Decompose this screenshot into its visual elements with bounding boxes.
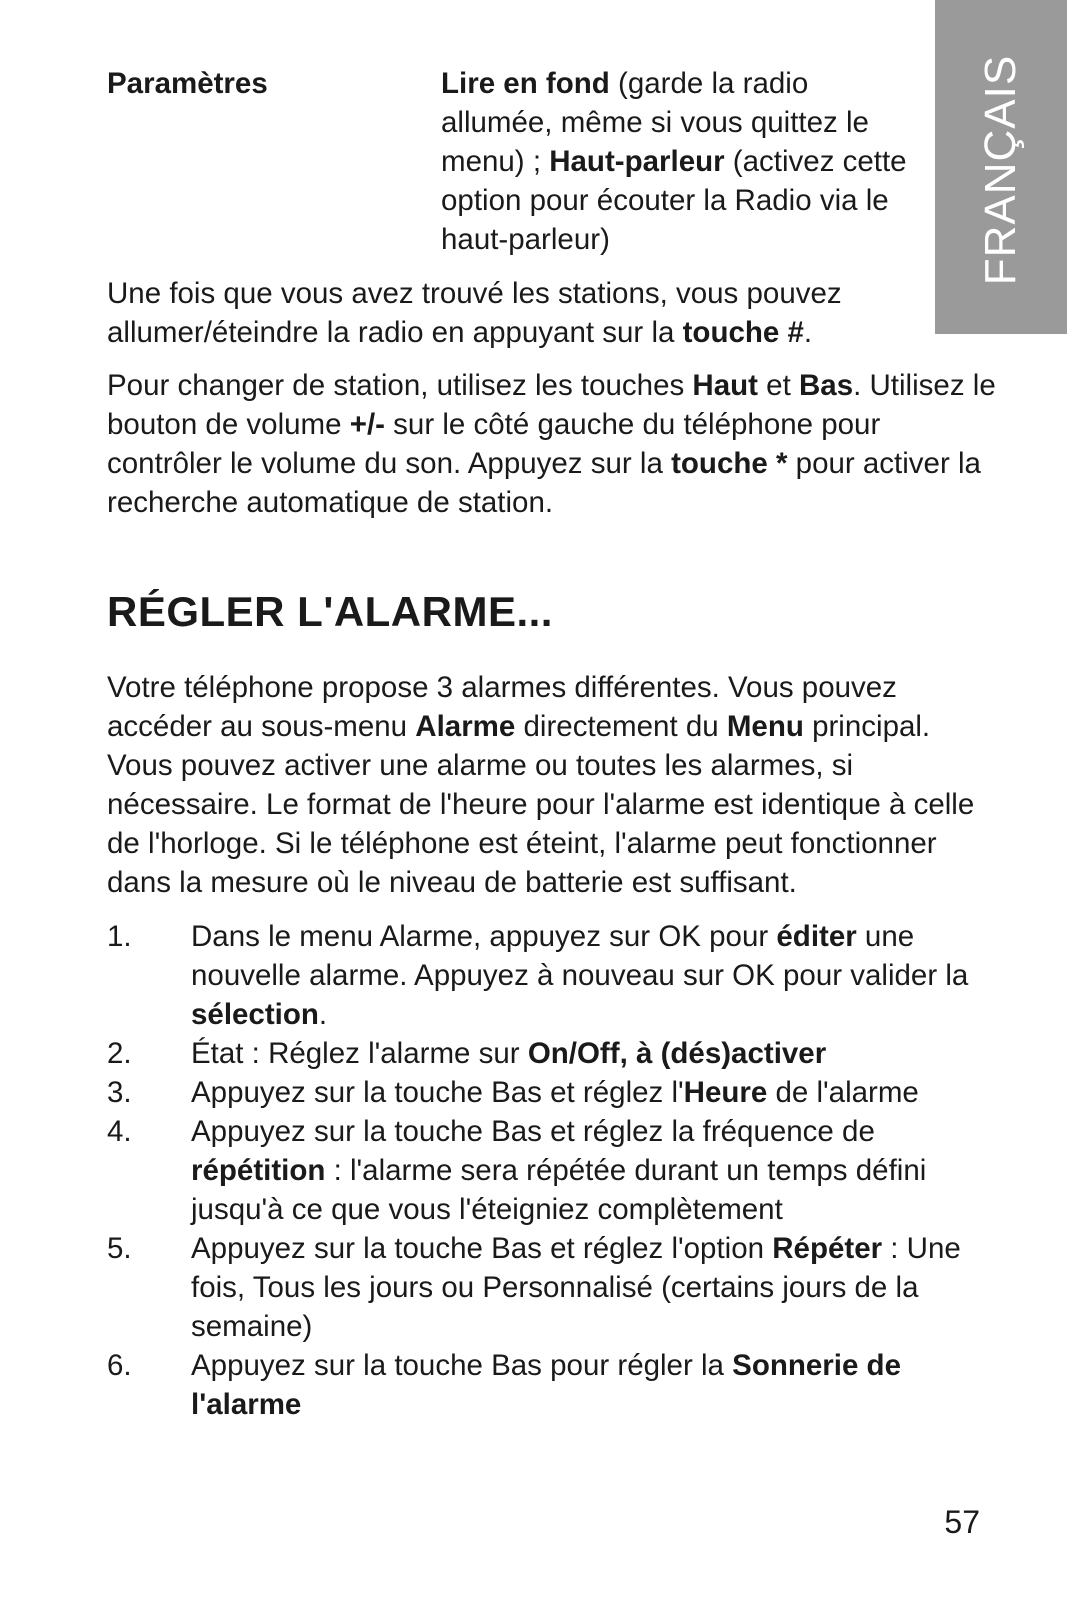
down-key-label: Bas: [798, 369, 854, 402]
step-number: 2.: [107, 1037, 132, 1070]
station-change-paragraph: [107, 366, 1002, 522]
parameters-row: [107, 64, 917, 259]
para1-text-1: Une fois que vous avez trouvé les stations, vous pouvez allumer/éteindre la radio en appuyant sur la: [107, 277, 842, 349]
parameters-label: Paramètres: [107, 67, 268, 100]
para3-text-3: principal. Vous pouvez activer une alarme ou toutes les alarmes, si nécessaire. Le format de l'heure pour l'alarme est identique à celle de l'horloge. Si le téléphone est éteint, l'alarme peut fonctionner dans la mesure où le niveau de batterie est suffisant.: [107, 710, 975, 899]
step-text-part: Appuyez sur la touche Bas et réglez l': [191, 1076, 684, 1109]
parameters-description: [441, 64, 917, 259]
page-number: 57: [944, 1504, 980, 1540]
option-read-background: Lire en fond: [441, 67, 610, 100]
list-item: [107, 1112, 1002, 1229]
list-item: [107, 1229, 1002, 1346]
up-key-label: Haut: [692, 369, 758, 402]
step-text: [191, 917, 1002, 1034]
step-bold-part: répétition: [191, 1154, 326, 1187]
step-text-part: : l'alarme sera répétée durant un temps défini jusqu'à ce que vous l'éteigniez complètement: [191, 1154, 927, 1226]
alarm-menu-label: Alarme: [415, 710, 516, 743]
step-text-part: : Une fois, Tous les jours ou Personnalisé (certains jours de la semaine): [191, 1232, 961, 1343]
parameters-text-2: (activez cette option pour écouter la Radio via le haut-parleur): [441, 145, 907, 256]
step-number: 4.: [107, 1115, 132, 1148]
step-text-part: .: [318, 998, 328, 1031]
list-item: [107, 1073, 1002, 1112]
step-text: [191, 1229, 1002, 1346]
list-item: [107, 1346, 1002, 1424]
step-text: [191, 1073, 1002, 1112]
step-bold-part: On/Off, à (dés)activer: [527, 1037, 827, 1070]
option-speaker: Haut-parleur: [549, 145, 725, 178]
step-bold-part: sélection: [191, 998, 319, 1031]
step-number: 3.: [107, 1076, 132, 1109]
para2-text-5: pour activer la recherche automatique de station.: [107, 447, 981, 519]
para2-text-4: sur le côté gauche du téléphone pour contrôler le volume du son. Appuyez sur la: [107, 408, 881, 480]
section-heading: RÉGLER L'ALARME...: [107, 588, 553, 635]
hash-key-label: touche #: [682, 316, 804, 349]
para3-text-2: directement du: [515, 710, 727, 743]
step-text-part: Appuyez sur la touche Bas et réglez la fréquence de: [191, 1115, 875, 1148]
list-item: [107, 1034, 1002, 1073]
step-text: [191, 1346, 1002, 1424]
language-tab-label: FRANÇAIS: [976, 54, 1025, 286]
step-text-part: Appuyez sur la touche Bas et réglez l'option: [191, 1232, 773, 1265]
para1-text-2: .: [803, 316, 813, 349]
step-bold-part: Sonnerie de l'alarme: [191, 1349, 901, 1421]
step-bold-part: éditer: [776, 920, 857, 953]
step-text: [191, 1112, 1002, 1229]
step-text-part: de l'alarme: [767, 1076, 919, 1109]
step-bold-part: Heure: [683, 1076, 768, 1109]
alarm-steps-list: [107, 917, 1002, 1424]
parameters-text-1: (garde la radio allumée, même si vous quittez le menu) ;: [441, 67, 869, 178]
volume-key-label: +/-: [349, 408, 385, 441]
radio-toggle-paragraph: [107, 274, 917, 352]
para2-text-3: . Utilisez le bouton de volume: [107, 369, 996, 441]
main-menu-label: Menu: [726, 710, 804, 743]
alarm-intro-paragraph: [107, 668, 1002, 902]
para3-text-1: Votre téléphone propose 3 alarmes différentes. Vous pouvez accéder au sous-menu: [107, 671, 897, 743]
page-content: [107, 64, 1002, 1424]
step-bold-part: Répéter: [772, 1232, 883, 1265]
step-number: 6.: [107, 1349, 132, 1382]
step-text-part: Appuyez sur la touche Bas pour régler la: [191, 1349, 733, 1382]
para2-text-1: Pour changer de station, utilisez les touches: [107, 369, 693, 402]
step-text-part: une nouvelle alarme. Appuyez à nouveau sur OK pour valider la: [191, 920, 969, 992]
step-text: [191, 1034, 1002, 1073]
step-number: 1.: [107, 920, 132, 953]
step-text-part: Dans le menu Alarme, appuyez sur OK pour: [191, 920, 777, 953]
star-key-label: touche *: [671, 447, 788, 480]
step-number: 5.: [107, 1232, 132, 1265]
list-item: [107, 917, 1002, 1034]
para2-text-2: et: [757, 369, 799, 402]
step-text-part: État : Réglez l'alarme sur: [191, 1037, 528, 1070]
